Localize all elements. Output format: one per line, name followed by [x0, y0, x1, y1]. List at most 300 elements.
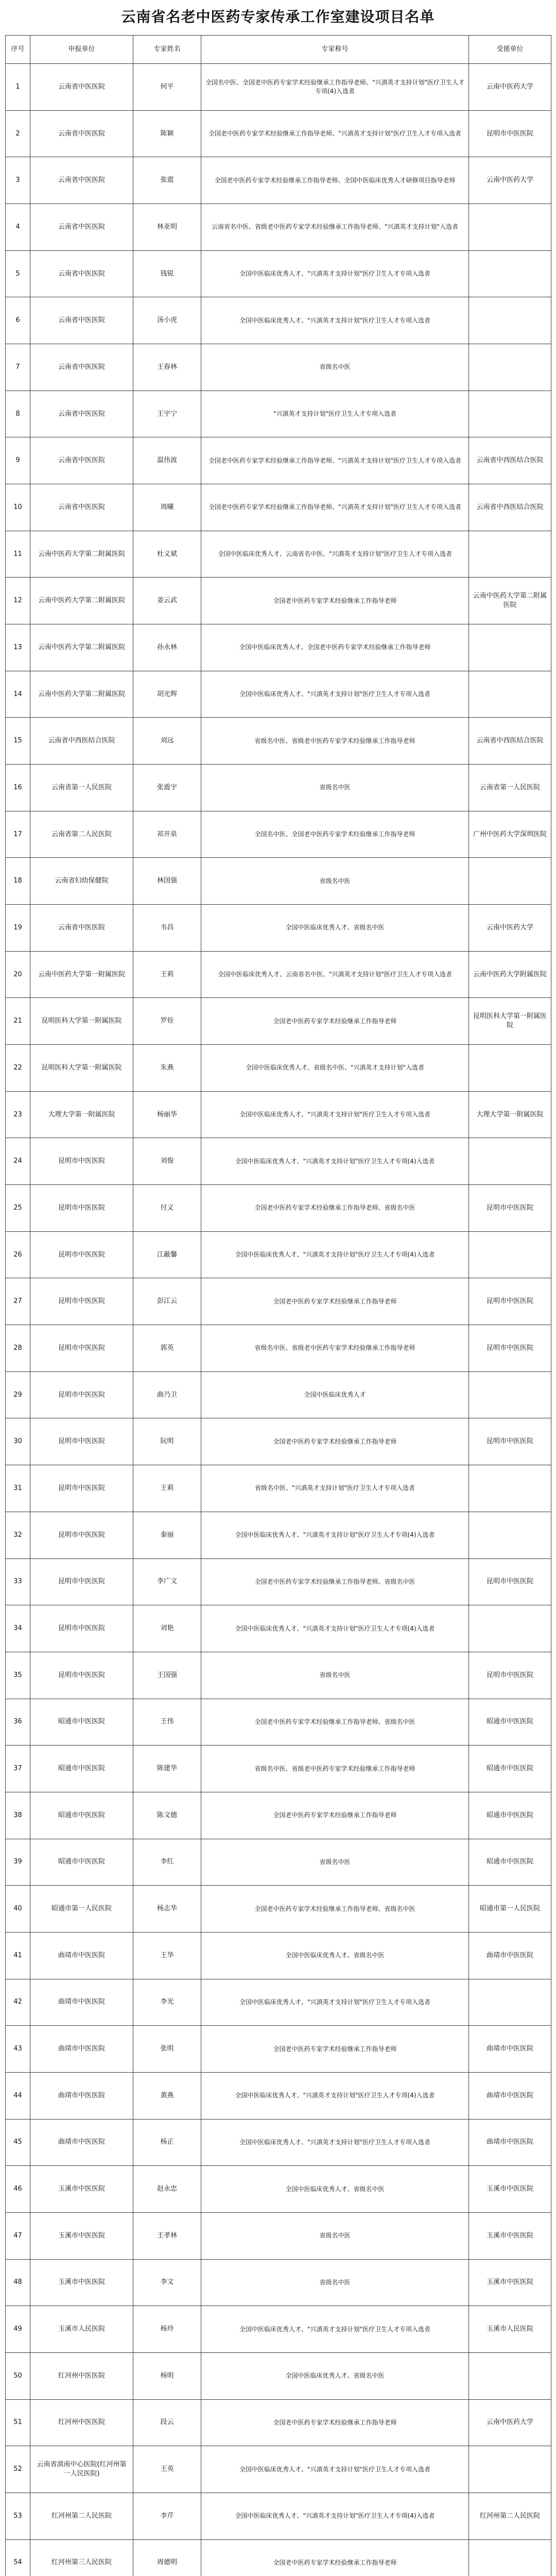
cell-applicant-unit: 云南省中医医院: [30, 64, 133, 111]
cell-expert-title: 全国中医临床优秀人才、省级名中医: [201, 1932, 469, 1979]
table-row: [6, 578, 551, 624]
cell-index: 33: [6, 1558, 30, 1605]
cell-index: 36: [6, 1699, 30, 1745]
cell-recipient-unit: [469, 2539, 551, 2576]
cell-expert-title: 全国中医临床优秀人才、"兴滇英才支持计划"医疗卫生人才专项(4)入选者: [201, 1138, 469, 1185]
cell-expert-name: 王华: [133, 1932, 201, 1979]
cell-applicant-unit: 云南省中医医院: [30, 344, 133, 391]
cell-index: 17: [6, 811, 30, 858]
cell-applicant-unit: 云南省中医医院: [30, 484, 133, 531]
cell-expert-title: 省级名中医: [201, 1652, 469, 1699]
cell-index: 41: [6, 1932, 30, 1979]
cell-expert-name: 周德明: [133, 2539, 201, 2576]
cell-expert-name: 李文: [133, 2259, 201, 2306]
cell-recipient-unit: 昆明市中医医院: [469, 1418, 551, 1465]
cell-expert-name: 杨明: [133, 2352, 201, 2399]
cell-expert-title: 全国中医临床优秀人才、"兴滇英才支持计划"医疗卫生人才专项入选者: [201, 1091, 469, 1138]
cell-recipient-unit: 玉溪市中医医院: [469, 2212, 551, 2259]
table-row: [6, 765, 551, 811]
header-expert-name: 专家姓名: [133, 36, 201, 64]
cell-expert-title: 全国中医临床优秀人才、云南省名中医、"兴滇英才支持计划"医疗卫生人才专项入选者: [201, 531, 469, 578]
cell-applicant-unit: 云南省第一人民医院: [30, 765, 133, 811]
table-row: [6, 2119, 551, 2166]
cell-recipient-unit: [469, 858, 551, 905]
cell-expert-name: 姜云武: [133, 578, 201, 624]
cell-expert-title: 全国中医临床优秀人才、"兴滇英才支持计划"医疗卫生人才专项(4)入选者: [201, 2072, 469, 2119]
cell-expert-name: 李红: [133, 1839, 201, 1886]
cell-recipient-unit: 玉溪市中医医院: [469, 2259, 551, 2306]
table-row: [6, 1558, 551, 1605]
cell-recipient-unit: 云南中医药大学: [469, 905, 551, 952]
cell-expert-name: 周曦: [133, 484, 201, 531]
cell-applicant-unit: 云南省中西医结合医院: [30, 718, 133, 765]
cell-recipient-unit: [469, 250, 551, 297]
cell-expert-name: 林国强: [133, 858, 201, 905]
cell-index: 52: [6, 2446, 30, 2493]
cell-applicant-unit: 云南省中医医院: [30, 110, 133, 157]
cell-recipient-unit: [469, 344, 551, 391]
cell-applicant-unit: 昆明医科大学第一附属医院: [30, 998, 133, 1045]
cell-index: 31: [6, 1465, 30, 1512]
table-row: [6, 531, 551, 578]
cell-expert-title: 全国老中医药专家学术经验继承工作指导老师: [201, 998, 469, 1045]
cell-recipient-unit: [469, 1231, 551, 1278]
cell-expert-title: 全国中医临床优秀人才、全国老中医药专家学术经验继承工作指导老师: [201, 624, 469, 671]
header-recipient-unit: 受援单位: [469, 36, 551, 64]
cell-index: 47: [6, 2212, 30, 2259]
cell-expert-name: 刘远: [133, 718, 201, 765]
cell-applicant-unit: 云南省中医医院: [30, 204, 133, 251]
cell-expert-name: 秦丽: [133, 1512, 201, 1558]
cell-applicant-unit: 昆明市中医医院: [30, 1138, 133, 1185]
cell-applicant-unit: 云南省中医医院: [30, 905, 133, 952]
cell-recipient-unit: 广州中医药大学深圳医院: [469, 811, 551, 858]
table-row: [6, 2306, 551, 2353]
table-row: [6, 1979, 551, 2026]
cell-index: 21: [6, 998, 30, 1045]
cell-expert-name: 赵永忠: [133, 2166, 201, 2213]
cell-expert-title: 省级名中医: [201, 765, 469, 811]
cell-recipient-unit: 昭通市中医医院: [469, 1699, 551, 1745]
cell-expert-title: 全国中医临床优秀人才、云南省名中医、"兴滇英才支持计划"医疗卫生人才专项入选者: [201, 951, 469, 998]
table-row: [6, 391, 551, 437]
table-row: [6, 2259, 551, 2306]
cell-applicant-unit: 云南省中医医院: [30, 157, 133, 204]
table-row: [6, 1091, 551, 1138]
cell-recipient-unit: 红河州第二人民医院: [469, 2493, 551, 2539]
cell-applicant-unit: 曲靖市中医医院: [30, 1979, 133, 2026]
cell-recipient-unit: 曲靖市中医医院: [469, 2119, 551, 2166]
cell-applicant-unit: 云南中医药大学第二附属医院: [30, 624, 133, 671]
cell-applicant-unit: 玉溪市中医医院: [30, 2166, 133, 2213]
cell-expert-title: 全国老中医药专家学术经验继承工作指导老师、"兴滇英才支持计划"医疗卫生人才专项入选者: [201, 437, 469, 484]
cell-expert-title: 全国名中医、全国老中医药专家学术经验继承工作指导老师: [201, 811, 469, 858]
cell-index: 22: [6, 1045, 30, 1092]
cell-applicant-unit: 昆明市中医医院: [30, 1418, 133, 1465]
cell-index: 35: [6, 1652, 30, 1699]
table-row: [6, 998, 551, 1045]
cell-recipient-unit: 昆明市中医医院: [469, 1325, 551, 1372]
cell-applicant-unit: 昆明医科大学第一附属医院: [30, 1045, 133, 1092]
cell-applicant-unit: 云南省妇幼保健院: [30, 858, 133, 905]
table-row: [6, 2026, 551, 2073]
table-row: [6, 2212, 551, 2259]
cell-expert-name: 陈建华: [133, 1745, 201, 1792]
cell-expert-title: 全国中医临床优秀人才、"兴滇英才支持计划"医疗卫生人才专项(4)入选者: [201, 1512, 469, 1558]
cell-applicant-unit: 昆明市中医医院: [30, 1512, 133, 1558]
cell-index: 46: [6, 2166, 30, 2213]
table-row: [6, 811, 551, 858]
cell-expert-title: 全国中医临床优秀人才、"兴滇英才支持计划"医疗卫生人才专项入选者: [201, 671, 469, 718]
table-row: [6, 1792, 551, 1839]
cell-recipient-unit: 曲靖市中医医院: [469, 2072, 551, 2119]
cell-recipient-unit: 大理大学第一附属医院: [469, 1091, 551, 1138]
cell-recipient-unit: 云南省中西医结合医院: [469, 437, 551, 484]
cell-recipient-unit: 云南中医药大学附属医院: [469, 951, 551, 998]
cell-index: 48: [6, 2259, 30, 2306]
cell-expert-title: 全国中医临床优秀人才、"兴滇英才支持计划"医疗卫生人才专项入选者: [201, 2306, 469, 2353]
table-row: [6, 1045, 551, 1092]
cell-recipient-unit: [469, 2352, 551, 2399]
cell-expert-title: 省级名中医: [201, 2212, 469, 2259]
table-row: [6, 1932, 551, 1979]
cell-applicant-unit: 云南中医药大学第二附属医院: [30, 671, 133, 718]
table-row: [6, 437, 551, 484]
cell-recipient-unit: 昭通市中医医院: [469, 1792, 551, 1839]
cell-index: 11: [6, 531, 30, 578]
cell-index: 49: [6, 2306, 30, 2353]
table-row: [6, 905, 551, 952]
cell-expert-title: 全国老中医药专家学术经验继承工作指导老师、省级名中医: [201, 1558, 469, 1605]
cell-applicant-unit: 昆明市中医医院: [30, 1558, 133, 1605]
table-row: [6, 1231, 551, 1278]
cell-index: 44: [6, 2072, 30, 2119]
cell-expert-name: 刘俊: [133, 1138, 201, 1185]
cell-applicant-unit: 昭通市中医医院: [30, 1699, 133, 1745]
cell-expert-title: 全国老中医药专家学术经验继承工作指导老师: [201, 1418, 469, 1465]
cell-recipient-unit: 玉溪市人民医院: [469, 2306, 551, 2353]
cell-expert-title: 省级名中医、省级老中医药专家学术经验继承工作指导老师: [201, 1325, 469, 1372]
cell-expert-name: 陈文德: [133, 1792, 201, 1839]
cell-applicant-unit: 昆明市中医医院: [30, 1231, 133, 1278]
header-applicant-unit: 申报单位: [30, 36, 133, 64]
cell-applicant-unit: 玉溪市中医医院: [30, 2259, 133, 2306]
cell-applicant-unit: 昆明市中医医院: [30, 1278, 133, 1325]
cell-recipient-unit: 云南省中西医结合医院: [469, 484, 551, 531]
cell-applicant-unit: 曲靖市中医医院: [30, 1932, 133, 1979]
table-row: [6, 204, 551, 251]
cell-expert-name: 李广文: [133, 1558, 201, 1605]
cell-expert-title: 全国老中医药专家学术经验继承工作指导老师、省级名中医: [201, 1886, 469, 1933]
cell-expert-title: 省级名中医、省级老中医药专家学术经验继承工作指导老师: [201, 718, 469, 765]
cell-expert-name: 胡光辉: [133, 671, 201, 718]
cell-recipient-unit: [469, 1045, 551, 1092]
cell-expert-name: 韦昌: [133, 905, 201, 952]
cell-recipient-unit: [469, 1371, 551, 1418]
cell-recipient-unit: 昭通市第一人民医院: [469, 1886, 551, 1933]
cell-expert-name: 曲乃卫: [133, 1371, 201, 1418]
cell-index: 34: [6, 1605, 30, 1652]
cell-recipient-unit: [469, 1979, 551, 2026]
cell-applicant-unit: 昆明市中医医院: [30, 1465, 133, 1512]
cell-applicant-unit: 云南省滇南中心医院(红河州第一人民医院): [30, 2446, 133, 2493]
cell-expert-name: 杨玲: [133, 2306, 201, 2353]
table-row: [6, 157, 551, 204]
cell-applicant-unit: 昆明市中医医院: [30, 1371, 133, 1418]
cell-expert-title: 全国中医临床优秀人才、"兴滇英才支持计划"医疗卫生人才专项入选者: [201, 250, 469, 297]
cell-expert-title: 全国老中医药专家学术经验继承工作指导老师: [201, 578, 469, 624]
cell-expert-name: 江蔽馨: [133, 1231, 201, 1278]
cell-expert-title: 全国老中医药专家学术经验继承工作指导老师、省级名中医: [201, 1699, 469, 1745]
table-row: [6, 1325, 551, 1372]
cell-expert-name: 王宇宁: [133, 391, 201, 437]
cell-recipient-unit: 昆明市中医医院: [469, 1185, 551, 1232]
cell-applicant-unit: 云南省第二人民医院: [30, 811, 133, 858]
cell-recipient-unit: [469, 624, 551, 671]
cell-recipient-unit: [469, 1138, 551, 1185]
cell-index: 38: [6, 1792, 30, 1839]
cell-recipient-unit: 昭通市中医医院: [469, 1839, 551, 1886]
cell-index: 19: [6, 905, 30, 952]
cell-recipient-unit: 云南省中西医结合医院: [469, 718, 551, 765]
cell-expert-name: 何平: [133, 64, 201, 111]
cell-expert-name: 陈颖: [133, 110, 201, 157]
cell-applicant-unit: 云南省中医医院: [30, 437, 133, 484]
cell-applicant-unit: 红河州中医医院: [30, 2399, 133, 2446]
cell-applicant-unit: 大理大学第一附属医院: [30, 1091, 133, 1138]
cell-recipient-unit: 昆明市中医医院: [469, 110, 551, 157]
cell-index: 51: [6, 2399, 30, 2446]
table-row: [6, 718, 551, 765]
cell-expert-title: 全国老中医药专家学术经验继承工作指导老师: [201, 1792, 469, 1839]
cell-index: 24: [6, 1138, 30, 1185]
table-row: [6, 484, 551, 531]
cell-expert-title: 全国老中医药专家学术经验继承工作指导老师、"兴滇英才支持计划"医疗卫生人才专项入选者: [201, 484, 469, 531]
cell-index: 26: [6, 1231, 30, 1278]
table-row: [6, 1465, 551, 1512]
cell-expert-name: 王孝林: [133, 2212, 201, 2259]
cell-index: 1: [6, 64, 30, 111]
table-row: [6, 2539, 551, 2576]
cell-expert-name: 汤小虎: [133, 297, 201, 344]
table-row: [6, 2446, 551, 2493]
table-row: [6, 624, 551, 671]
cell-expert-title: 全国名中医、全国老中医药专家学术经验继承工作指导老师、"兴滇英才支持计划"医疗卫生人才专项(4)入选者: [201, 64, 469, 111]
cell-expert-name: 朱燕: [133, 1045, 201, 1092]
cell-recipient-unit: 云南省第一人民医院: [469, 765, 551, 811]
cell-expert-title: 全国中医临床优秀人才、"兴滇英才支持计划"医疗卫生人才专项入选者: [201, 1979, 469, 2026]
cell-recipient-unit: [469, 531, 551, 578]
cell-applicant-unit: 玉溪市中医医院: [30, 2212, 133, 2259]
cell-expert-name: 钱锐: [133, 250, 201, 297]
cell-expert-title: 全国中医临床优秀人才、省级名中医、"兴滇英才支持计划"入选者: [201, 1045, 469, 1092]
cell-applicant-unit: 云南省中医医院: [30, 250, 133, 297]
cell-index: 12: [6, 578, 30, 624]
cell-expert-title: 全国老中医药专家学术经验继承工作指导老师: [201, 2026, 469, 2073]
table-row: [6, 1512, 551, 1558]
cell-index: 45: [6, 2119, 30, 2166]
cell-recipient-unit: [469, 391, 551, 437]
cell-applicant-unit: 昆明市中医医院: [30, 1605, 133, 1652]
table-row: [6, 1745, 551, 1792]
cell-expert-title: 云南省名中医、省级老中医药专家学术经验继承工作指导老师、"兴滇英才支持计划"入选者: [201, 204, 469, 251]
cell-expert-title: 全国老中医药专家学术经验继承工作指导老师、"兴滇英才支持计划"医疗卫生人才专项入选者: [201, 110, 469, 157]
cell-expert-title: 全国老中医药专家学术经验继承工作指导老师、全国中医临床优秀人才研修项目指导老师: [201, 157, 469, 204]
cell-expert-name: 祁开泉: [133, 811, 201, 858]
cell-index: 28: [6, 1325, 30, 1372]
cell-applicant-unit: 昭通市中医医院: [30, 1839, 133, 1886]
table-row: [6, 110, 551, 157]
table-row: [6, 2493, 551, 2539]
cell-expert-name: 杜义斌: [133, 531, 201, 578]
cell-expert-title: 省级名中医: [201, 858, 469, 905]
cell-expert-name: 段云: [133, 2399, 201, 2446]
cell-index: 25: [6, 1185, 30, 1232]
cell-expert-title: 全国老中医药专家学术经验继承工作指导老师: [201, 2539, 469, 2576]
table-row: [6, 297, 551, 344]
table-row: [6, 2352, 551, 2399]
document-title: 云南省名老中医药专家传承工作室建设项目名单: [121, 8, 435, 25]
cell-expert-name: 王莉: [133, 1465, 201, 1512]
cell-recipient-unit: 玉溪市中医医院: [469, 2166, 551, 2213]
cell-expert-title: 省级名中医: [201, 2259, 469, 2306]
table-row: [6, 2399, 551, 2446]
cell-recipient-unit: 曲靖市中医医院: [469, 2026, 551, 2073]
cell-applicant-unit: 昭通市中医医院: [30, 1745, 133, 1792]
cell-expert-name: 张明: [133, 2026, 201, 2073]
cell-applicant-unit: 红河州第二人民医院: [30, 2493, 133, 2539]
cell-recipient-unit: 云南中医药大学: [469, 157, 551, 204]
table-row: [6, 1605, 551, 1652]
table-row: [6, 64, 551, 111]
cell-index: 4: [6, 204, 30, 251]
cell-expert-name: 杨正: [133, 2119, 201, 2166]
table-row: [6, 858, 551, 905]
cell-expert-name: 王国强: [133, 1652, 201, 1699]
cell-index: 6: [6, 297, 30, 344]
cell-expert-title: 全国中医临床优秀人才: [201, 1371, 469, 1418]
cell-applicant-unit: 昆明市中医医院: [30, 1652, 133, 1699]
cell-index: 42: [6, 1979, 30, 2026]
cell-expert-name: 黄燕: [133, 2072, 201, 2119]
cell-recipient-unit: [469, 297, 551, 344]
cell-recipient-unit: 云南中医药大学: [469, 2399, 551, 2446]
cell-expert-title: 全国中医临床优秀人才、"兴滇英才支持计划"医疗卫生人才专项(4)入选者: [201, 2493, 469, 2539]
cell-expert-title: 全国中医临床优秀人才、省级名中医: [201, 2352, 469, 2399]
cell-index: 16: [6, 765, 30, 811]
cell-applicant-unit: 昆明市中医医院: [30, 1185, 133, 1232]
cell-index: 54: [6, 2539, 30, 2576]
cell-index: 37: [6, 1745, 30, 1792]
cell-expert-title: 全国中医临床优秀人才、"兴滇英才支持计划"医疗卫生人才专项入选者: [201, 2119, 469, 2166]
cell-expert-name: 孙永林: [133, 624, 201, 671]
cell-expert-title: 省级名中医: [201, 344, 469, 391]
cell-expert-name: 阮明: [133, 1418, 201, 1465]
cell-expert-title: 省级名中医: [201, 1839, 469, 1886]
cell-expert-title: "兴滇英才支持计划"医疗卫生人才专项入选者: [201, 391, 469, 437]
cell-applicant-unit: 云南中医药大学第一附属医院: [30, 951, 133, 998]
cell-index: 23: [6, 1091, 30, 1138]
table-row: [6, 951, 551, 998]
cell-expert-title: 全国中医临床优秀人才、"兴滇英才支持计划"医疗卫生人才专项入选者: [201, 297, 469, 344]
cell-recipient-unit: [469, 1512, 551, 1558]
cell-expert-title: 全国老中医药专家学术经验继承工作指导老师、省级名中医: [201, 1185, 469, 1232]
cell-recipient-unit: 昆明市中医医院: [469, 1558, 551, 1605]
cell-expert-title: 全国老中医药专家学术经验继承工作指导老师: [201, 2399, 469, 2446]
table-row: [6, 671, 551, 718]
cell-index: 29: [6, 1371, 30, 1418]
table-row: [6, 1138, 551, 1185]
cell-index: 3: [6, 157, 30, 204]
cell-expert-name: 刘艳: [133, 1605, 201, 1652]
cell-index: 30: [6, 1418, 30, 1465]
cell-applicant-unit: 云南中医药大学第二附属医院: [30, 531, 133, 578]
table-row: [6, 1699, 551, 1745]
cell-expert-name: 张震宇: [133, 765, 201, 811]
cell-applicant-unit: 红河州中医医院: [30, 2352, 133, 2399]
cell-expert-name: 王春林: [133, 344, 201, 391]
cell-expert-title: 全国中医临床优秀人才、"兴滇英才支持计划"医疗卫生人才专项入选者: [201, 2446, 469, 2493]
cell-expert-name: 李芹: [133, 2493, 201, 2539]
cell-applicant-unit: 云南省中医医院: [30, 297, 133, 344]
table-row: [6, 2166, 551, 2213]
cell-expert-name: 张震: [133, 157, 201, 204]
cell-expert-name: 郭英: [133, 1325, 201, 1372]
cell-index: 13: [6, 624, 30, 671]
cell-expert-name: 王伟: [133, 1699, 201, 1745]
cell-applicant-unit: 昭通市第一人民医院: [30, 1886, 133, 1933]
cell-applicant-unit: 云南中医药大学第二附属医院: [30, 578, 133, 624]
cell-expert-name: 杨志华: [133, 1886, 201, 1933]
cell-index: 14: [6, 671, 30, 718]
cell-index: 43: [6, 2026, 30, 2073]
cell-applicant-unit: 昭通市中医医院: [30, 1792, 133, 1839]
cell-recipient-unit: 云南中医药大学第二附属医院: [469, 578, 551, 624]
table-row: [6, 1418, 551, 1465]
cell-applicant-unit: 曲靖市中医医院: [30, 2026, 133, 2073]
cell-expert-title: 全国中医临床优秀人才、"兴滇英才支持计划"医疗卫生人才专项(4)入选者: [201, 1605, 469, 1652]
cell-expert-name: 王英: [133, 2446, 201, 2493]
cell-recipient-unit: [469, 1465, 551, 1512]
table-row: [6, 1371, 551, 1418]
cell-recipient-unit: 昆明市中医医院: [469, 1652, 551, 1699]
table-row: [6, 250, 551, 297]
cell-applicant-unit: 玉溪市人民医院: [30, 2306, 133, 2353]
header-index: 序号: [6, 36, 30, 64]
table-row: [6, 1652, 551, 1699]
cell-recipient-unit: [469, 1605, 551, 1652]
table-row: [6, 344, 551, 391]
cell-index: 50: [6, 2352, 30, 2399]
cell-expert-name: 王莉: [133, 951, 201, 998]
cell-index: 27: [6, 1278, 30, 1325]
cell-expert-title: 全国老中医药专家学术经验继承工作指导老师: [201, 1278, 469, 1325]
cell-index: 5: [6, 250, 30, 297]
cell-index: 15: [6, 718, 30, 765]
project-list-table: [5, 35, 551, 2576]
cell-index: 8: [6, 391, 30, 437]
header-expert-title: 专家称号: [201, 36, 469, 64]
cell-recipient-unit: 昆明医科大学第一附属医院: [469, 998, 551, 1045]
cell-index: 32: [6, 1512, 30, 1558]
cell-recipient-unit: 昆明市中医医院: [469, 1278, 551, 1325]
cell-index: 20: [6, 951, 30, 998]
cell-index: 10: [6, 484, 30, 531]
cell-index: 2: [6, 110, 30, 157]
cell-expert-title: 全国中医临床优秀人才、"兴滇英才支持计划"医疗卫生人才专项(4)入选者: [201, 1231, 469, 1278]
table-row: [6, 1278, 551, 1325]
cell-expert-name: 李光: [133, 1979, 201, 2026]
